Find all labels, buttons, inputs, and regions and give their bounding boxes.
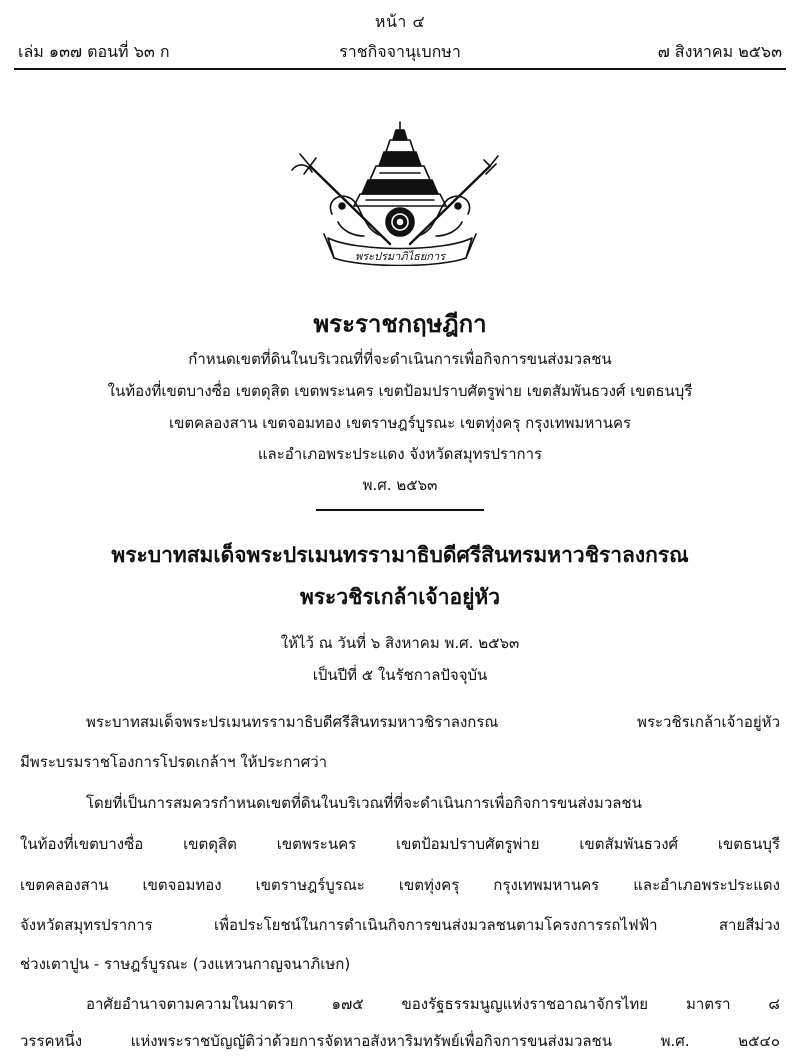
decree-subtitle-line: เขตคลองสาน เขตจอมทอง เขตราษฎร์บูรณะ เขตทุ่งครุ กรุงเทพมหานคร (168, 414, 632, 432)
emblem-banner-text: พระปรมาภิไธยการ (354, 250, 446, 263)
body-line: พระบาทสมเด็จพระปรเมนทรรามาธิบดีศรีสินทรมหาวชิราลงกรณ พระวชิรเกล้าเจ้าอยู่หัว (86, 713, 780, 731)
decree-subtitle-line: ในท้องที่เขตบางซื่อ เขตดุสิต เขตพระนคร เขตป้อมปราบศัตรูพ่าย เขตสัมพันธวงศ์ เขตธนบุรี (107, 382, 693, 400)
title-divider (316, 509, 484, 511)
publication-date: ๗ สิงหาคม ๒๕๖๓ (657, 42, 782, 61)
reign-year: เป็นปีที่ ๕ ในรัชกาลปัจจุบัน (312, 666, 488, 684)
header-divider (14, 68, 786, 70)
gazette-name: ราชกิจจานุเบกษา (339, 42, 461, 61)
body-line: มีพระบรมราชโองการโปรดเกล้าฯ ให้ประกาศว่า (20, 753, 328, 771)
volume-issue: เล่ม ๑๓๗ ตอนที่ ๖๓ ก (18, 42, 170, 61)
given-date: ให้ไว้ ณ วันที่ ๖ สิงหาคม พ.ศ. ๒๕๖๓ (280, 634, 520, 652)
decree-subtitle-line: กำหนดเขตที่ดินในบริเวณที่ที่จะดำเนินการเพื่อกิจการขนส่งมวลชน (188, 350, 612, 368)
decree-year: พ.ศ. ๒๕๖๓ (362, 476, 438, 494)
royal-emblem-icon (286, 118, 514, 266)
king-name-line: พระบาทสมเด็จพระปรเมนทรรามาธิบดีศรีสินทรมหาวชิราลงกรณ (111, 543, 689, 567)
body-line: โดยที่เป็นการสมควรกำหนดเขตที่ดินในบริเวณที่ที่จะดำเนินการเพื่อกิจการขนส่งมวลชน (86, 794, 642, 812)
gazette-header (14, 40, 786, 64)
page-number: หน้า ๔ (374, 12, 426, 31)
body-line: วรรคหนึ่ง แห่งพระราชบัญญัติว่าด้วยการจัดหาอสังหาริมทรัพย์เพื่อกิจการขนส่งมวลชน พ.ศ. ๒๕๔๐ (20, 1032, 780, 1050)
decree-subtitle-line: และอำเภอพระประแดง จังหวัดสมุทรปราการ (257, 445, 543, 463)
decree-title: พระราชกฤษฎีกา (313, 310, 487, 338)
body-line: ในท้องที่เขตบางซื่อ เขตดุสิต เขตพระนคร เขตป้อมปราบศัตรูพ่าย เขตสัมพันธวงศ์ เขตธนบุรี (20, 835, 780, 853)
body-line: เขตคลองสาน เขตจอมทอง เขตราษฎร์บูรณะ เขตทุ่งครุ กรุงเทพมหานคร และอำเภอพระประแดง (20, 876, 780, 894)
body-line: ช่วงเตาปูน - ราษฎร์บูรณะ (วงแหวนกาญจนาภิเษก) (20, 955, 351, 973)
body-line: จังหวัดสมุทรปราการ เพื่อประโยชน์ในการดำเนินกิจการขนส่งมวลชนตามโครงการรถไฟฟ้า สายสีม่วง (20, 916, 780, 934)
body-line: อาศัยอำนาจตามความในมาตรา ๑๗๕ ของรัฐธรรมนูญแห่งราชอาณาจักรไทย มาตรา ๘ (86, 995, 780, 1013)
king-name-line: พระวชิรเกล้าเจ้าอยู่หัว (299, 585, 501, 609)
